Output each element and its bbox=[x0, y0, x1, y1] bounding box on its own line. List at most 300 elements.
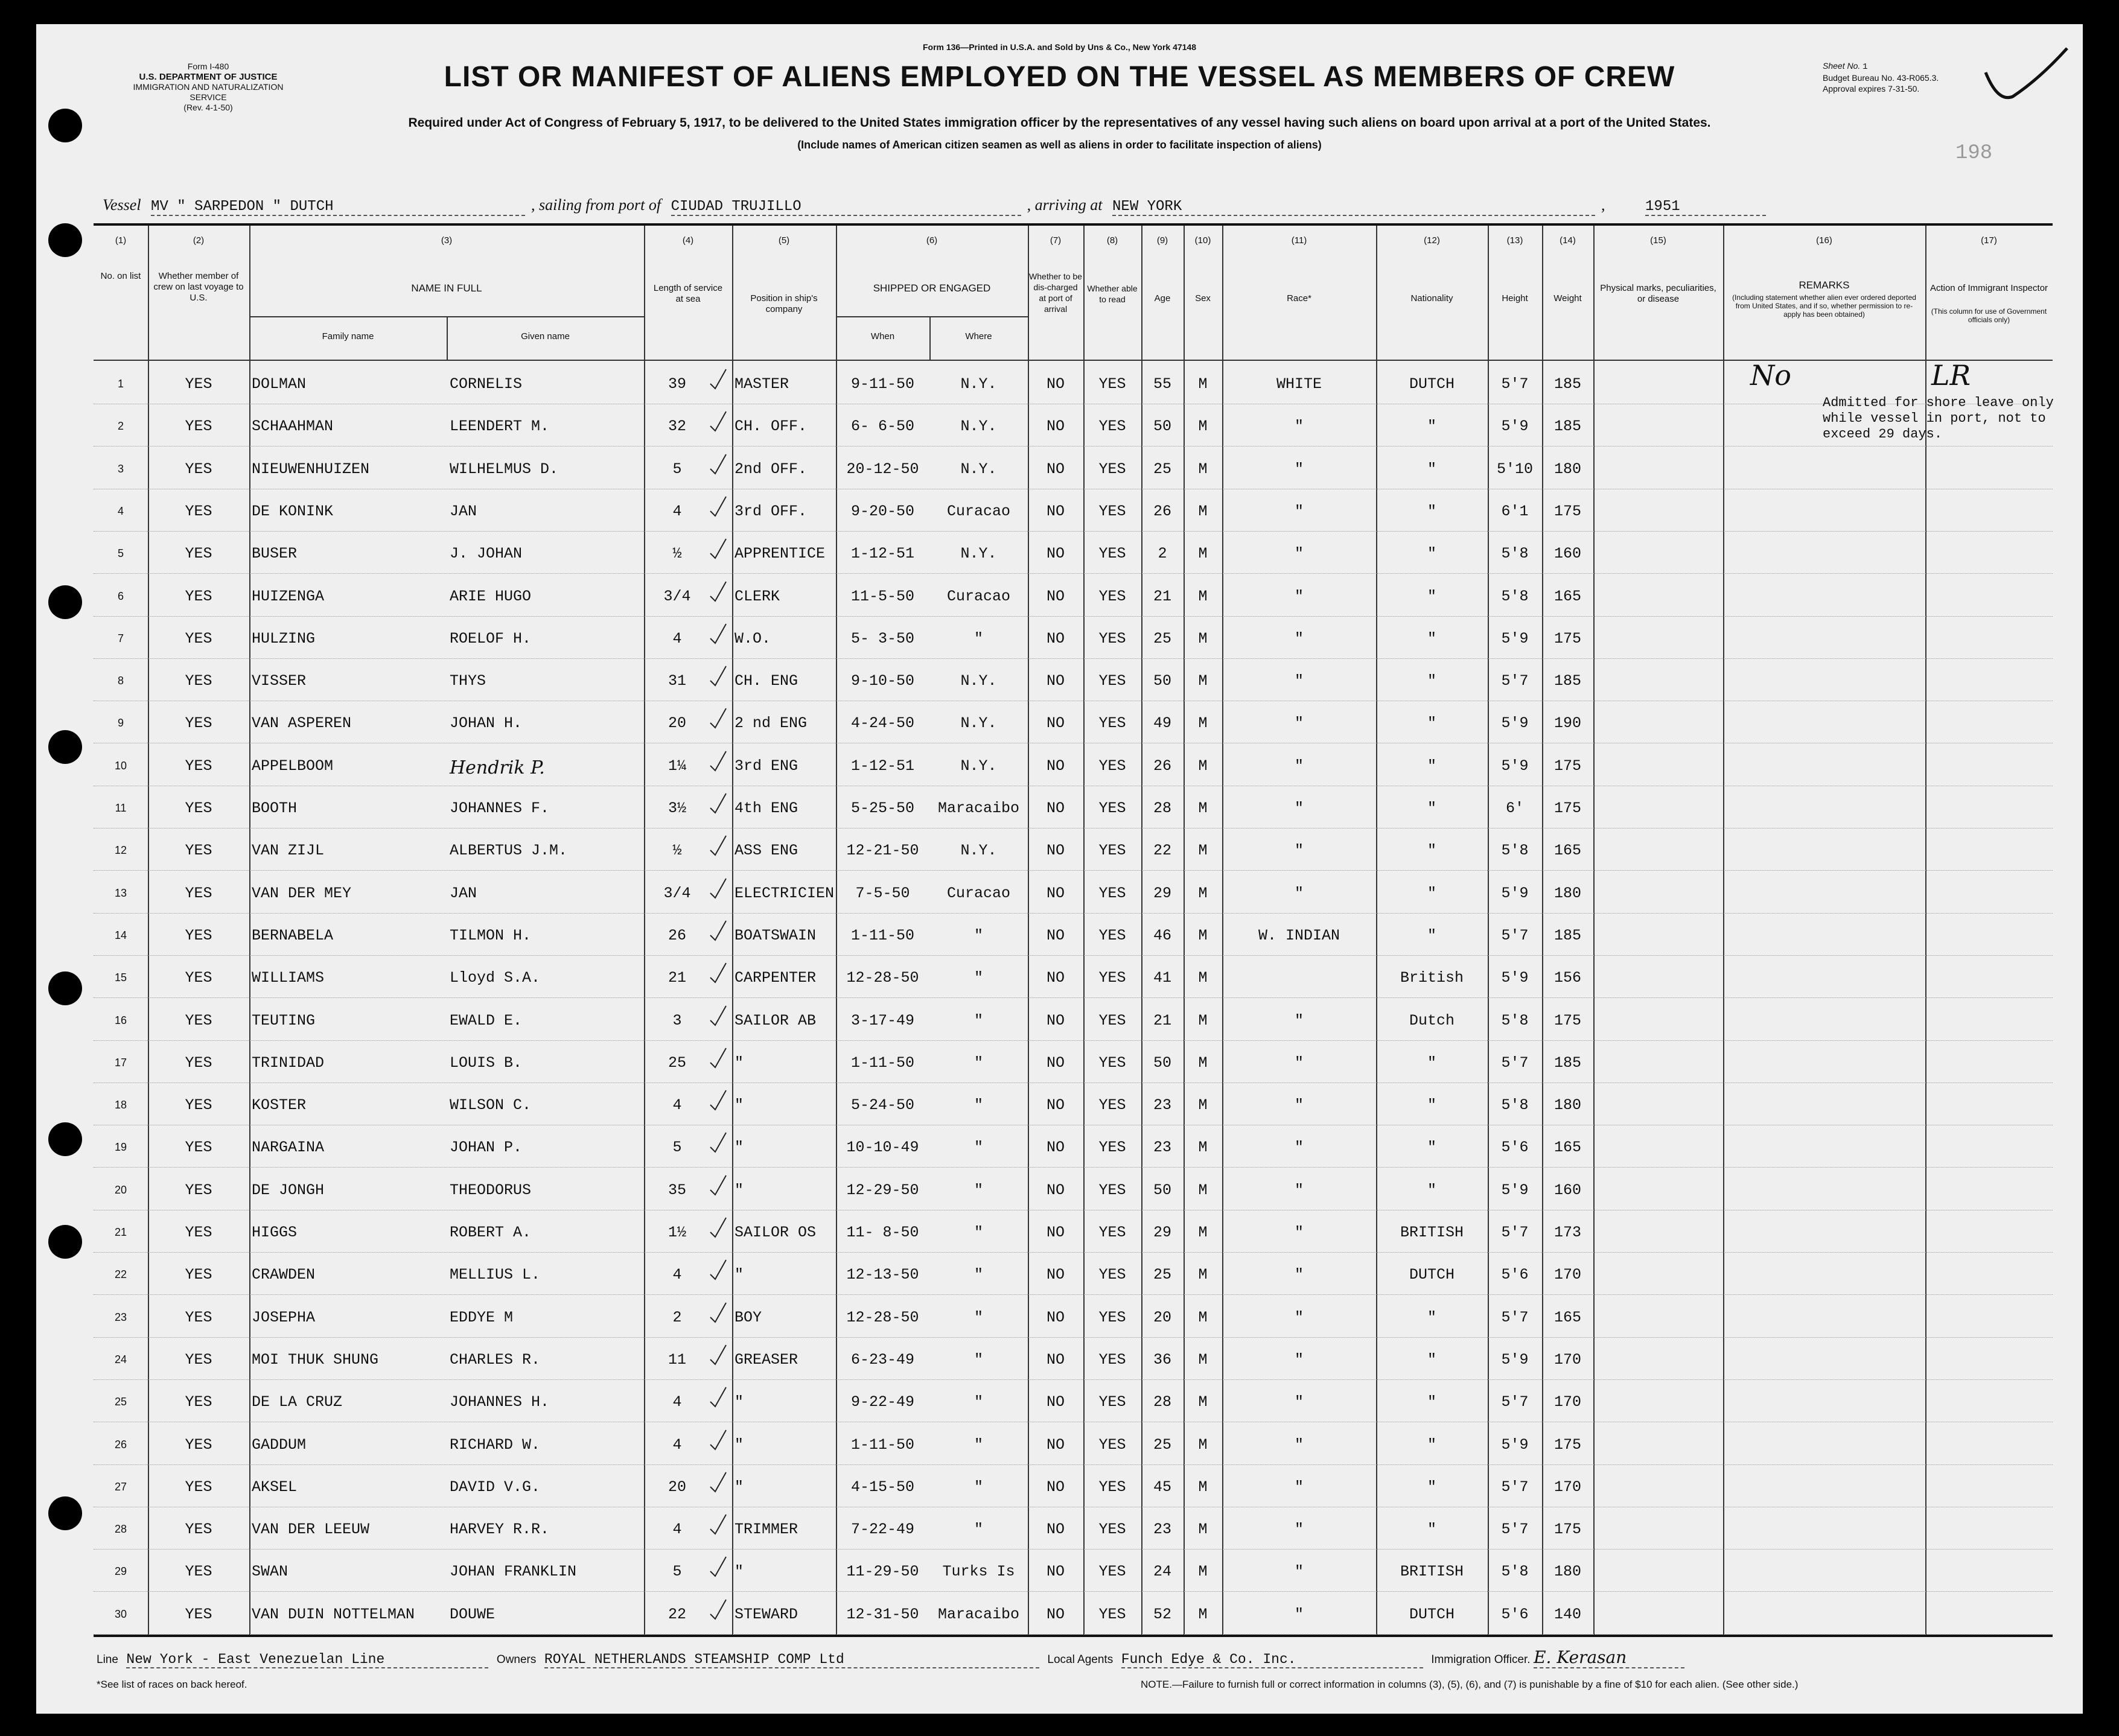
nationality: " bbox=[1427, 1436, 1436, 1454]
weight: 170 bbox=[1553, 1478, 1581, 1496]
row-number: 1 bbox=[117, 378, 124, 390]
height: 6'1 bbox=[1501, 502, 1529, 520]
col-num-5: (5) bbox=[778, 235, 790, 246]
table-row bbox=[94, 615, 2053, 659]
position: GREASER bbox=[734, 1350, 798, 1369]
family-name: APPELBOOM bbox=[252, 757, 334, 775]
discharged: NO bbox=[1046, 1139, 1065, 1157]
header-when: When bbox=[870, 331, 895, 342]
row-number: 24 bbox=[114, 1353, 127, 1366]
shipped-where: N.Y. bbox=[960, 714, 997, 733]
header-discharged: Whether to be dis-charged at port of arrival bbox=[1029, 272, 1082, 314]
sex: M bbox=[1198, 545, 1208, 563]
position: MASTER bbox=[734, 375, 789, 393]
able-read: YES bbox=[1098, 1011, 1126, 1029]
given-name: ARIE HUGO bbox=[450, 587, 532, 605]
footer-line bbox=[97, 1647, 2052, 1668]
shipped-when: 12-13-50 bbox=[846, 1266, 919, 1284]
crew-last-voyage: YES bbox=[185, 969, 212, 987]
height: 5'7 bbox=[1501, 1224, 1529, 1241]
sailing-value: CIUDAD TRUJILLO bbox=[671, 199, 1021, 216]
shipped-when: 4-15-50 bbox=[850, 1478, 915, 1496]
race: " bbox=[1294, 1563, 1304, 1581]
weight: 165 bbox=[1553, 1308, 1581, 1326]
col-num-7: (7) bbox=[1050, 235, 1062, 246]
length-service: 1½ bbox=[668, 1224, 686, 1241]
sex: M bbox=[1198, 587, 1208, 605]
shipped-when: 4-24-50 bbox=[850, 714, 915, 733]
height: 5'8 bbox=[1501, 1563, 1529, 1581]
row-number: 28 bbox=[114, 1523, 127, 1536]
department-name: U.S. DEPARTMENT OF JUSTICE bbox=[139, 72, 278, 82]
able-read: YES bbox=[1098, 757, 1126, 775]
header-given-name: Given name bbox=[521, 331, 570, 342]
family-name: VAN DER LEEUW bbox=[252, 1521, 370, 1539]
height: 5'8 bbox=[1501, 1011, 1529, 1029]
discharged: NO bbox=[1046, 1521, 1065, 1539]
able-read: YES bbox=[1098, 1224, 1126, 1241]
sex: M bbox=[1198, 375, 1208, 393]
race: " bbox=[1294, 545, 1304, 563]
position: CARPENTER bbox=[734, 969, 817, 987]
given-name: WILSON C. bbox=[450, 1096, 532, 1114]
weight: 165 bbox=[1553, 842, 1581, 860]
weight: 180 bbox=[1553, 460, 1581, 478]
crew-last-voyage: YES bbox=[185, 1521, 212, 1539]
given-name: CHARLES R. bbox=[450, 1350, 541, 1369]
given-name: MELLIUS L. bbox=[450, 1266, 541, 1284]
weight: 160 bbox=[1553, 545, 1581, 563]
able-read: YES bbox=[1098, 1478, 1126, 1496]
position: APPRENTICE bbox=[734, 545, 826, 563]
race: " bbox=[1294, 587, 1304, 605]
crew-last-voyage: YES bbox=[185, 502, 212, 520]
crew-last-voyage: YES bbox=[185, 545, 212, 563]
check-tick bbox=[709, 1257, 727, 1282]
shipped-when: 11-5-50 bbox=[850, 587, 915, 605]
position: 2nd OFF. bbox=[734, 460, 808, 478]
line-value: New York - East Venezuelan Line bbox=[126, 1652, 488, 1668]
nationality: " bbox=[1427, 1308, 1436, 1326]
age: 25 bbox=[1153, 1436, 1171, 1454]
officer-signature: E. Kerasan bbox=[1534, 1647, 1684, 1668]
discharged: NO bbox=[1046, 1478, 1065, 1496]
shipped-where: " bbox=[973, 1393, 983, 1411]
able-read: YES bbox=[1098, 1308, 1126, 1326]
discharged: NO bbox=[1046, 1563, 1065, 1581]
col-num-9: (9) bbox=[1156, 235, 1168, 246]
discharged: NO bbox=[1046, 1224, 1065, 1241]
punch-hole bbox=[48, 1496, 82, 1530]
crew-last-voyage: YES bbox=[185, 1436, 212, 1454]
age: 23 bbox=[1153, 1096, 1171, 1114]
length-service: 3/4 bbox=[663, 587, 691, 605]
age: 50 bbox=[1153, 418, 1171, 436]
discharged: NO bbox=[1046, 1181, 1065, 1199]
discharged: NO bbox=[1046, 1350, 1065, 1369]
able-read: YES bbox=[1098, 1393, 1126, 1411]
able-read: YES bbox=[1098, 375, 1126, 393]
col-num-11: (11) bbox=[1291, 235, 1307, 246]
owners-label: Owners bbox=[496, 1653, 537, 1666]
vessel-value: MV " SARPEDON " DUTCH bbox=[151, 199, 525, 216]
check-tick bbox=[709, 664, 727, 688]
nationality: " bbox=[1427, 800, 1436, 817]
discharged: NO bbox=[1046, 1605, 1065, 1623]
height: 5'8 bbox=[1501, 545, 1529, 563]
form-id: Form I-480 bbox=[187, 62, 229, 71]
row-number: 22 bbox=[114, 1268, 127, 1281]
printer-line: Form 136—Printed in U.S.A. and Sold by Uns & Co., New York 47148 bbox=[922, 42, 1197, 52]
crew-last-voyage: YES bbox=[185, 418, 212, 436]
shipped-when: 12-21-50 bbox=[846, 842, 919, 860]
age: 50 bbox=[1153, 1181, 1171, 1199]
manifest-page bbox=[36, 24, 2083, 1714]
shipped-when: 7-5-50 bbox=[855, 884, 910, 902]
sex: M bbox=[1198, 757, 1208, 775]
weight: 140 bbox=[1553, 1605, 1581, 1623]
sex: M bbox=[1198, 1350, 1208, 1369]
weight: 156 bbox=[1553, 969, 1581, 987]
age: 26 bbox=[1153, 757, 1171, 775]
weight: 175 bbox=[1553, 502, 1581, 520]
nationality: " bbox=[1427, 502, 1436, 520]
given-name: DAVID V.G. bbox=[450, 1478, 541, 1496]
age: 50 bbox=[1153, 1054, 1171, 1072]
length-service: 5 bbox=[672, 1563, 682, 1581]
row-number: 27 bbox=[114, 1480, 127, 1493]
table-row bbox=[94, 1464, 2053, 1507]
race: " bbox=[1294, 1181, 1304, 1199]
family-name: JOSEPHA bbox=[252, 1308, 316, 1326]
check-tick bbox=[709, 1470, 727, 1494]
weight: 180 bbox=[1553, 1096, 1581, 1114]
header-weight: Weight bbox=[1553, 293, 1582, 304]
table-row bbox=[94, 403, 2053, 447]
crew-last-voyage: YES bbox=[185, 1308, 212, 1326]
nationality: DUTCH bbox=[1409, 1266, 1455, 1284]
row-number: 17 bbox=[114, 1056, 127, 1069]
race: " bbox=[1294, 502, 1304, 520]
shipped-when: 1-11-50 bbox=[850, 1054, 915, 1072]
able-read: YES bbox=[1098, 1054, 1126, 1072]
weight: 185 bbox=[1553, 375, 1581, 393]
check-tick bbox=[709, 1554, 727, 1579]
race: WHITE bbox=[1276, 375, 1322, 393]
header-height: Height bbox=[1502, 293, 1528, 304]
table-row bbox=[94, 573, 2053, 617]
weight: 185 bbox=[1553, 418, 1581, 436]
header-length-service: Length of service at sea bbox=[653, 283, 723, 304]
able-read: YES bbox=[1098, 587, 1126, 605]
table-row bbox=[94, 1422, 2053, 1465]
subtitle-note: (Include names of American citizen seamen as well as aliens in order to facilitate inspection of aliens) bbox=[797, 139, 1322, 151]
discharged: NO bbox=[1046, 757, 1065, 775]
age: 29 bbox=[1153, 1224, 1171, 1241]
discharged: NO bbox=[1046, 502, 1065, 520]
race: " bbox=[1294, 460, 1304, 478]
agents-value: Funch Edye & Co. Inc. bbox=[1121, 1652, 1423, 1668]
family-name: HULZING bbox=[252, 629, 316, 647]
able-read: YES bbox=[1098, 884, 1126, 902]
position: SAILOR AB bbox=[734, 1011, 817, 1029]
row-number: 4 bbox=[117, 504, 124, 517]
service-name: IMMIGRATION AND NATURALIZATION SERVICE bbox=[133, 82, 284, 102]
nationality: " bbox=[1427, 629, 1436, 647]
family-name: HIGGS bbox=[252, 1224, 298, 1241]
check-tick bbox=[709, 1597, 727, 1621]
shipped-when: 20-12-50 bbox=[846, 460, 919, 478]
nationality: " bbox=[1427, 1393, 1436, 1411]
approval-expiry: Approval expires 7-31-50. bbox=[1823, 84, 1920, 94]
given-name: JOHANNES F. bbox=[450, 800, 550, 817]
table-row bbox=[94, 658, 2053, 701]
position: " bbox=[734, 1096, 744, 1114]
discharged: NO bbox=[1046, 1096, 1065, 1114]
table-row bbox=[94, 700, 2053, 743]
length-service: 4 bbox=[672, 1266, 682, 1284]
row-number: 21 bbox=[114, 1226, 127, 1238]
punch-hole bbox=[48, 1122, 82, 1156]
check-tick bbox=[709, 1300, 727, 1324]
height: 5'9 bbox=[1501, 757, 1529, 775]
height: 5'9 bbox=[1501, 1181, 1529, 1199]
punch-hole bbox=[48, 971, 82, 1005]
able-read: YES bbox=[1098, 1139, 1126, 1157]
family-name: TEUTING bbox=[252, 1011, 316, 1029]
header-age: Age bbox=[1154, 293, 1171, 304]
family-name: VAN ASPEREN bbox=[252, 714, 352, 733]
header-name-in-full: NAME IN FULL bbox=[411, 282, 482, 294]
height: 5'6 bbox=[1501, 1139, 1529, 1157]
row-number: 25 bbox=[114, 1396, 127, 1408]
weight: 180 bbox=[1553, 1563, 1581, 1581]
crew-last-voyage: YES bbox=[185, 1096, 212, 1114]
table-row bbox=[94, 955, 2053, 998]
table-row bbox=[94, 1294, 2053, 1338]
check-tick bbox=[709, 706, 727, 730]
able-read: YES bbox=[1098, 926, 1126, 944]
sex: M bbox=[1198, 800, 1208, 817]
given-name: ROELOF H. bbox=[450, 629, 532, 647]
col-num-12: (12) bbox=[1424, 235, 1440, 246]
nationality: " bbox=[1427, 714, 1436, 733]
crew-last-voyage: YES bbox=[185, 842, 212, 860]
row-number: 14 bbox=[114, 929, 127, 941]
shipped-when: 9-11-50 bbox=[850, 375, 915, 393]
check-tick bbox=[709, 1343, 727, 1367]
able-read: YES bbox=[1098, 1436, 1126, 1454]
arriving-value: NEW YORK bbox=[1112, 199, 1595, 216]
position: CLERK bbox=[734, 587, 780, 605]
shipped-where: Maracaibo bbox=[937, 1605, 1020, 1623]
punch-hole bbox=[48, 730, 82, 764]
shipped-when: 11-29-50 bbox=[846, 1563, 919, 1581]
length-service: ½ bbox=[672, 842, 682, 860]
discharged: NO bbox=[1046, 926, 1065, 944]
sex: M bbox=[1198, 1011, 1208, 1029]
crew-last-voyage: YES bbox=[185, 629, 212, 647]
given-name: TILMON H. bbox=[450, 926, 532, 944]
punch-hole bbox=[48, 1225, 82, 1259]
sex: M bbox=[1198, 1181, 1208, 1199]
given-name: ALBERTUS J.M. bbox=[450, 842, 568, 860]
position: CH. OFF. bbox=[734, 418, 808, 436]
shipped-when: 1-12-51 bbox=[850, 545, 915, 563]
header-where: Where bbox=[965, 331, 992, 342]
length-service: 1¼ bbox=[668, 757, 686, 775]
col-num-1: (1) bbox=[115, 235, 127, 246]
able-read: YES bbox=[1098, 1266, 1126, 1284]
shipped-where: Maracaibo bbox=[937, 800, 1020, 817]
age: 46 bbox=[1153, 926, 1171, 944]
family-name: SWAN bbox=[252, 1563, 288, 1581]
height: 5'7 bbox=[1501, 1393, 1529, 1411]
length-service: 35 bbox=[668, 1181, 686, 1199]
given-name: RICHARD W. bbox=[450, 1436, 541, 1454]
age: 28 bbox=[1153, 1393, 1171, 1411]
shipped-where: " bbox=[973, 969, 983, 987]
col-num-17: (17) bbox=[1981, 235, 1997, 246]
crew-last-voyage: YES bbox=[185, 1393, 212, 1411]
nationality: " bbox=[1427, 1350, 1436, 1369]
nationality: " bbox=[1427, 1478, 1436, 1496]
sex: M bbox=[1198, 1139, 1208, 1157]
discharged: NO bbox=[1046, 800, 1065, 817]
page-stamp: 198 bbox=[1955, 142, 1993, 165]
col-num-8: (8) bbox=[1106, 235, 1118, 246]
table-row bbox=[94, 827, 2053, 871]
position: TRIMMER bbox=[734, 1521, 798, 1539]
discharged: NO bbox=[1046, 587, 1065, 605]
position: 4th ENG bbox=[734, 800, 798, 817]
check-tick bbox=[709, 961, 727, 985]
sheet-number: Sheet No. 1 bbox=[1823, 61, 1868, 72]
shipped-when: 1-12-51 bbox=[850, 757, 915, 775]
col-num-6: (6) bbox=[926, 235, 938, 246]
weight: 170 bbox=[1553, 1393, 1581, 1411]
col-num-3: (3) bbox=[441, 235, 453, 246]
able-read: YES bbox=[1098, 1181, 1126, 1199]
crew-last-voyage: YES bbox=[185, 375, 212, 393]
row-number: 11 bbox=[115, 802, 127, 814]
given-name: Lloyd S.A. bbox=[450, 969, 541, 987]
race: " bbox=[1294, 1436, 1304, 1454]
sex: M bbox=[1198, 1436, 1208, 1454]
sex: M bbox=[1198, 1266, 1208, 1284]
check-tick bbox=[709, 1385, 727, 1409]
position: BOATSWAIN bbox=[734, 926, 817, 944]
age: 55 bbox=[1153, 375, 1171, 393]
height: 5'9 bbox=[1501, 1350, 1529, 1369]
nationality: " bbox=[1427, 842, 1436, 860]
age: 45 bbox=[1153, 1478, 1171, 1496]
height: 5'8 bbox=[1501, 1096, 1529, 1114]
weight: 185 bbox=[1553, 672, 1581, 690]
age: 29 bbox=[1153, 884, 1171, 902]
sheet-info bbox=[1823, 60, 1939, 94]
age: 23 bbox=[1153, 1139, 1171, 1157]
length-service: 22 bbox=[668, 1605, 686, 1623]
row-number: 16 bbox=[114, 1014, 127, 1026]
discharged: NO bbox=[1046, 1308, 1065, 1326]
race: W. INDIAN bbox=[1258, 926, 1340, 944]
length-service: 31 bbox=[668, 672, 686, 690]
check-tick bbox=[709, 622, 727, 646]
header-able-read: Whether able to read bbox=[1087, 284, 1138, 304]
length-service: 20 bbox=[668, 714, 686, 733]
shipped-when: 1-11-50 bbox=[850, 926, 915, 944]
age: 22 bbox=[1153, 842, 1171, 860]
shipped-when: 3-17-49 bbox=[850, 1011, 915, 1029]
sex: M bbox=[1198, 884, 1208, 902]
table-row bbox=[94, 1251, 2053, 1295]
check-tick bbox=[709, 452, 727, 476]
discharged: NO bbox=[1046, 460, 1065, 478]
budget-number: Budget Bureau No. 43-R065.3. bbox=[1823, 73, 1939, 83]
shipped-where: " bbox=[973, 1308, 983, 1326]
given-name: WILHELMUS D. bbox=[450, 460, 559, 478]
weight: 175 bbox=[1553, 757, 1581, 775]
nationality: Dutch bbox=[1409, 1011, 1455, 1029]
sex: M bbox=[1198, 969, 1208, 987]
crew-last-voyage: YES bbox=[185, 757, 212, 775]
sex: M bbox=[1198, 1478, 1208, 1496]
age: 25 bbox=[1153, 629, 1171, 647]
family-name: AKSEL bbox=[252, 1478, 298, 1496]
year-value: 1951 bbox=[1645, 199, 1766, 216]
shipped-where: " bbox=[973, 629, 983, 647]
header-crew-last-voyage: Whether member of crew on last voyage to U.S. bbox=[153, 271, 244, 303]
height: 5'9 bbox=[1501, 884, 1529, 902]
family-name: BUSER bbox=[252, 545, 298, 563]
race: " bbox=[1294, 1478, 1304, 1496]
table-row bbox=[94, 785, 2053, 828]
crew-last-voyage: YES bbox=[185, 926, 212, 944]
nationality: " bbox=[1427, 460, 1436, 478]
given-name: JOHANNES H. bbox=[450, 1393, 550, 1411]
height: 5'6 bbox=[1501, 1605, 1529, 1623]
header-race: Race* bbox=[1287, 293, 1311, 304]
discharged: NO bbox=[1046, 375, 1065, 393]
nationality: " bbox=[1427, 1054, 1436, 1072]
given-name: Hendrik P. bbox=[450, 757, 545, 778]
able-read: YES bbox=[1098, 969, 1126, 987]
sex: M bbox=[1198, 1308, 1208, 1326]
sex: M bbox=[1198, 502, 1208, 520]
check-tick bbox=[709, 1173, 727, 1197]
height: 5'8 bbox=[1501, 587, 1529, 605]
height: 5'7 bbox=[1501, 672, 1529, 690]
sex: M bbox=[1198, 842, 1208, 860]
race: " bbox=[1294, 714, 1304, 733]
weight: 175 bbox=[1553, 800, 1581, 817]
shipped-when: 5-24-50 bbox=[850, 1096, 915, 1114]
sex: M bbox=[1198, 1224, 1208, 1241]
crew-last-voyage: YES bbox=[185, 800, 212, 817]
discharged: NO bbox=[1046, 418, 1065, 436]
header-family-name: Family name bbox=[322, 331, 374, 342]
given-name: JOHAN H. bbox=[450, 714, 523, 733]
row-number: 5 bbox=[117, 547, 124, 560]
check-tick bbox=[709, 1428, 727, 1452]
header-physical-marks: Physical marks, peculiarities, or disease bbox=[1600, 283, 1716, 304]
check-tick bbox=[709, 749, 727, 773]
age: 50 bbox=[1153, 672, 1171, 690]
table-row bbox=[94, 1506, 2053, 1550]
nationality: " bbox=[1427, 757, 1436, 775]
family-name: DE LA CRUZ bbox=[252, 1393, 343, 1411]
